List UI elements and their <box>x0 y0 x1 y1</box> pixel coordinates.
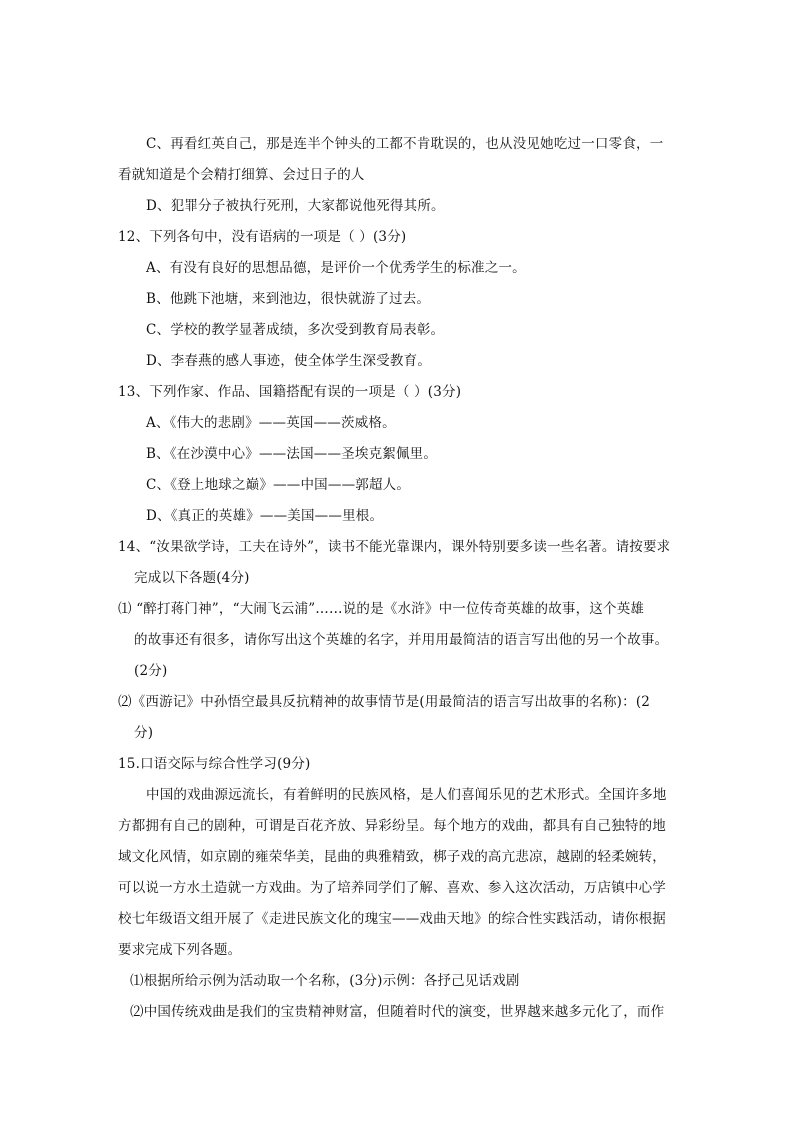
q13-option-b: B、《在沙漠中心》——法国——圣埃克絮佩里。 <box>146 446 438 462</box>
question-13: 13、下列作家、作品、国籍搭配有误的一项是（ ）(3分) <box>118 384 462 400</box>
question-12: 12、下列各句中，没有语病的一项是（ ）(3分) <box>118 229 407 245</box>
q12-option-a: A、有没有良好的思想品德，是评价一个优秀学生的标准之一。 <box>146 260 526 276</box>
q11-option-c-line1: C、再看红英自己，那是连半个钟头的工都不肯耽误的，也从没见她吃过一口零食，一 <box>146 136 664 152</box>
q12-option-b: B、他跳下池塘，来到池边，很快就游了过去。 <box>146 291 431 307</box>
q15-paragraph-line6: 要求完成下列各题。 <box>118 942 242 958</box>
q13-option-a: A、《伟大的悲剧》——英国——茨威格。 <box>146 415 396 431</box>
question-14-line2: 完成以下各题(4分) <box>134 570 250 586</box>
q12-option-d: D、李春燕的感人事迹，使全体学生深受教育。 <box>146 353 432 369</box>
q13-option-d: D、《真正的英雄》——美国——里根。 <box>146 508 384 524</box>
q14-part1-line3: (2分) <box>134 663 168 679</box>
q15-part2: ⑵中国传统戏曲是我们的宝贵精神财富，但随着时代的演变，世界越来越多元化了，而作 <box>130 1004 665 1020</box>
q12-option-c: C、学校的教学显著成绩，多次受到教育局表彰。 <box>146 322 445 338</box>
q15-paragraph-line2: 方都拥有自己的剧种，可谓是百花齐放、异彩纷呈。每个地方的戏曲，都具有自己独特的地 <box>118 818 666 834</box>
q15-paragraph-line4: 可以说一方水土造就一方戏曲。为了培养同学们了解、喜欢、参入这次活动，万店镇中心学 <box>118 880 666 896</box>
question-15: 15.口语交际与综合性学习(9分) <box>118 756 311 772</box>
q14-part2-line1: ⑵《西游记》中孙悟空最具反抗精神的故事情节是(用最简洁的语言写出故事的名称)：(2 <box>118 694 651 710</box>
q14-part1-line2: 的故事还有很多，请你写出这个英雄的名字，并用用最简洁的语言写出他的另一个故事。 <box>134 632 669 648</box>
q15-paragraph-line3: 域文化风情，如京剧的雍荣华美，昆曲的典雅精致，梆子戏的高亢悲凉，越剧的轻柔婉转， <box>118 849 666 865</box>
q11-option-d: D、犯罪分子被执行死刑，大家都说他死得其所。 <box>146 198 445 214</box>
q13-option-c: C、《登上地球之巅》——中国——郭超人。 <box>146 477 411 493</box>
q14-part1-line1: ⑴ “醉打蒋门神”，“大闹飞云浦”……说的是《水浒》中一位传奇英雄的故事，这个英雄 <box>118 601 645 617</box>
q11-option-c-line2: 看就知道是个会精打细算、会过日子的人 <box>118 167 365 183</box>
q15-paragraph-line1: 中国的戏曲源远流长，有着鲜明的民族风格，是人们喜闻乐见的艺术形式。全国许多地 <box>146 787 667 803</box>
q14-part2-line2: 分) <box>134 725 154 741</box>
q15-paragraph-line5: 校七年级语文组开展了《走进民族文化的瑰宝——戏曲天地》的综合性实践活动，请你根据 <box>118 911 666 927</box>
q15-part1: ⑴根据所给示例为活动取一个名称，(3分)示例：各抒己见话戏剧 <box>130 973 520 989</box>
question-14-line1: 14、“汝果欲学诗，工夫在诗外”，读书不能光靠课内，课外特别要多读一些名著。请按要求 <box>118 539 671 555</box>
